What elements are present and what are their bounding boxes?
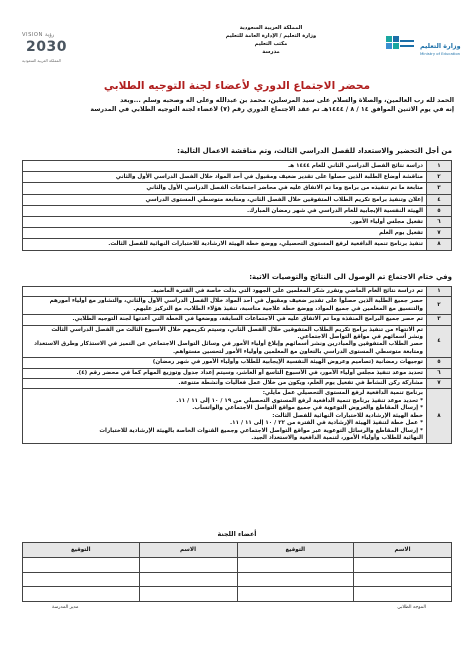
result-line: برنامج تنمية الدافعية لرفع المستوى التحصيلي عمل مايلي:	[262, 390, 423, 397]
result-line: حصر الطلاب المتفوقين والمبادرين ونشر أسمائهم وإبلاغ أولياء الأمور في وسائل التواصل الاجتماعي عن التميز في الاستذكار وطرق الاستعداد	[34, 341, 423, 348]
agenda-row	[23, 205, 452, 216]
agenda-text: مناقشة أوضاع الطلبة الذين حصلوا على تقدير ضعيف ومقبول في أحد المواد خلال الفصل الدراسي الأول والثاني	[23, 172, 427, 183]
member-sign-cell[interactable]	[23, 587, 140, 602]
row-number: ٨	[427, 389, 452, 444]
agenda-row	[23, 239, 452, 250]
result-line: توجيهات رمضانية (تصاميم وعروض الهيئة النفسية الإيجابية للطلاب وأولياء الأمور في شهر رمضان)	[152, 359, 423, 366]
vision-year: 2030	[26, 39, 67, 55]
result-row	[23, 297, 452, 315]
member-sign-cell[interactable]	[237, 587, 354, 602]
intro-paragraph	[20, 97, 454, 114]
agenda-text: الهيئة النفسية الإيجابية للعام الدراسي في شهر رمضان المبارك.	[23, 205, 427, 216]
agenda-text: متابعة ما تم تنفيذه من برامج وما تم الاتفاق عليه في محاضر اجتماعات الفصل الدراسي الأول والثاني	[23, 183, 427, 194]
result-line: حصر جميع الطلبة الذين حصلوا على تقدير ضعيف ومقبول في أحد المواد خلال الفصل الدراسي الأول والثاني، والتشاور مع أولياء أمورهم	[49, 298, 423, 305]
agenda-row	[23, 161, 452, 172]
member-sign-cell[interactable]	[23, 557, 140, 572]
members-table	[22, 542, 452, 602]
row-number: ٤	[427, 194, 452, 205]
result-line: النهائية للطلاب وأولياء الأمور، لتنمية الدافعية والاستعداد الجيد.	[251, 434, 423, 441]
kingdom-name: المملكة العربية السعودية	[239, 25, 303, 31]
school-name: مدرسة	[262, 49, 280, 55]
col-sign: التوقيع	[23, 543, 140, 558]
agenda-text: تنفيذ برنامج تنمية الدافعية لرفع المستوى التحصيلي، ووضع خطة الهيئة الارشادية للاختبارات النهائية للفصل الثالث.	[23, 239, 427, 250]
result-line: خطة الهيئة الإرشادية للاختبارات النهائية للفصل الثالث:	[272, 412, 423, 419]
result-row	[23, 315, 452, 325]
row-number: ٣	[427, 183, 452, 194]
members-header-row	[23, 543, 452, 558]
row-number: ٤	[427, 325, 452, 358]
agenda-row	[23, 172, 452, 183]
row-number: ٧	[427, 228, 452, 239]
agenda-row	[23, 194, 452, 205]
ministry-logo	[384, 26, 461, 74]
letterhead	[10, 22, 464, 78]
results-heading: وفي ختام الاجتماع تم الوصول الى النتائج والتوصيات الاتية:	[249, 273, 452, 281]
vision-sub: المملكة العربية السعودية	[22, 58, 61, 63]
result-line: * عمل خطة لتنفيذ الهيئة الإرشادية في الفترة من ٢٢ / ١٠ إلى ١١ / ١١.	[230, 420, 423, 427]
row-number: ٥	[427, 358, 452, 368]
result-line: والتنسيق مع المعلمين في جميع المواد، ووضع خطة علاجية مناسبة، تنفيذ هؤلاء الطلاب، مع التركيز عليهم.	[133, 305, 423, 312]
result-line: تحديد موعد تنفيذ مجلس أولياء الأمور، في الأسبوع التاسع أو العاشر، وسيتم إعداد جدول وتوزيع المهام كما في محضر رقم (٤).	[76, 369, 423, 376]
result-row	[23, 368, 452, 378]
ministry-logo-en: Ministry of Education	[420, 51, 461, 56]
col-name: الاسم	[139, 543, 237, 558]
members-title: أعضاء اللجنة	[217, 530, 257, 538]
row-number: ٢	[427, 297, 452, 315]
agenda-heading: من أجل التحضير والاستعداد للفصل الدراسي الثالث، وتم مناقشة الاعمال التالية:	[177, 147, 452, 155]
agenda-text: تفعيل مجلس أولياء الأمور.	[23, 216, 427, 227]
member-name-cell[interactable]	[354, 587, 452, 602]
intro-line: إنه في يوم الاثنين الموافق ١٤ / ٨ / ١٤٤٤هـ تم عقد الاجتماع الدوري رقم (٧) لأعضاء لجنة التوجيه الطلابي في المدرسة	[90, 105, 454, 113]
intro-line: الحمد لله رب العالمين، والصلاة والسلام على سيد المرسلين، محمد بن عبدالله وعلى اله وصحبه وسلم ...وبعد	[120, 97, 454, 104]
member-row	[23, 557, 452, 572]
member-name-cell[interactable]	[354, 572, 452, 587]
ministry-logo-icon	[384, 32, 418, 56]
result-line: تم دراسة نتائج العام الماضي وتقرر شكر المعلمين على الجهود التي بذلت خاصة في الفترة الماضية.	[151, 288, 423, 294]
result-row	[23, 287, 452, 297]
col-name: الاسم	[354, 543, 452, 558]
row-number: ١	[427, 287, 452, 297]
result-line: * إرسال المقاطع والعروض التوعوية في جميع مواقع التواصل الاجتماعي والواتساب.	[192, 405, 423, 412]
row-number: ٧	[427, 379, 452, 389]
principal-signature: مدير المدرسة	[52, 605, 79, 610]
row-number: ٥	[427, 205, 452, 216]
result-line: ونشر أسمائهم في مواقع التواصل الاجتماعي.	[297, 334, 423, 341]
counselor-signature: الموجه الطلابي	[397, 605, 426, 610]
result-text	[23, 358, 427, 368]
result-row	[23, 358, 452, 368]
ministry-logo-ar: وزارة التعليم	[420, 42, 461, 50]
result-line: تم الانتهاء من تنفيذ برامج تكريم الطلاب المتفوقين خلال الفصل الثاني، وسيتم تكريمهم خلال الأسبوع الثالث من الفصل الدراسي الثالث	[51, 326, 423, 333]
row-number: ٣	[427, 315, 452, 325]
result-text	[23, 379, 427, 389]
result-text	[23, 287, 427, 297]
member-sign-cell[interactable]	[237, 557, 354, 572]
member-sign-cell[interactable]	[23, 572, 140, 587]
agenda-table	[22, 160, 452, 251]
vision-2030-logo	[18, 28, 94, 74]
col-sign: التوقيع	[237, 543, 354, 558]
office-name: مكتب التعليم	[254, 41, 288, 47]
row-number: ٨	[427, 239, 452, 250]
results-table	[22, 286, 452, 444]
agenda-row	[23, 183, 452, 194]
row-number: ٢	[427, 172, 452, 183]
result-line: تم حصر جميع البرامج المنفذة وما تم الاتفاق عليه في الاجتماعات السابقة، ووضعها في الخطة التي أعدتها لجنة التوجيه الطلابي.	[72, 316, 423, 323]
member-name-cell[interactable]	[139, 587, 237, 602]
result-row	[23, 325, 452, 358]
member-name-cell[interactable]	[354, 557, 452, 572]
member-row	[23, 572, 452, 587]
result-text	[23, 368, 427, 378]
member-name-cell[interactable]	[139, 572, 237, 587]
letterhead-text	[216, 24, 326, 56]
result-line: * تحديد موعد تنفيذ برنامج تنمية الدافعية لرفع المستوى التحصيلي من ١٩ / ١٠ إلى ١١ / ١١.	[176, 397, 423, 404]
result-row	[23, 379, 452, 389]
result-text	[23, 297, 427, 315]
row-number: ٦	[427, 368, 452, 378]
result-text	[23, 389, 427, 444]
result-line: مشاركة ركن النشاط في تفعيل يوم العلم، ويكون من خلال عمل فعاليات وأنشطة متنوعة.	[178, 380, 423, 387]
vision-label: VISION رؤية	[22, 32, 55, 38]
result-text	[23, 325, 427, 358]
row-number: ١	[427, 161, 452, 172]
member-row	[23, 587, 452, 602]
agenda-text: تفعيل يوم العلم	[23, 228, 427, 239]
document-title: محضر الاجتماع الدوري لأعضاء لجنة التوجيه الطلابي	[103, 80, 371, 92]
member-name-cell[interactable]	[139, 557, 237, 572]
result-line: * إرسال المقاطع والرسائل التوعوية عبر مواقع التواصل الاجتماعي وجميع القنوات الخاصة بالهيئة الإرشادية للاختبارات	[99, 427, 423, 434]
member-sign-cell[interactable]	[237, 572, 354, 587]
result-line: ومتابعة متوسطي المستوى الدراسي بالتعاون مع المعلمين وأولياء الأمور لتحسين مستواهم.	[172, 348, 423, 355]
ministry-dept: وزارة التعليم / الإدارة العامة للتعليم	[225, 33, 317, 39]
agenda-text: دراسة نتائج الفصل الدراسي الثاني للعام ١٤٤٤ هـ	[23, 161, 427, 172]
agenda-row	[23, 216, 452, 227]
agenda-row	[23, 228, 452, 239]
row-number: ٦	[427, 216, 452, 227]
agenda-text: إعلان وتنفيذ برامج تكريم الطلاب المتفوقين خلال الفصل الثاني، ومتابعة متوسطي المستوى الدراسي	[23, 194, 427, 205]
result-row	[23, 389, 452, 444]
result-text	[23, 315, 427, 325]
